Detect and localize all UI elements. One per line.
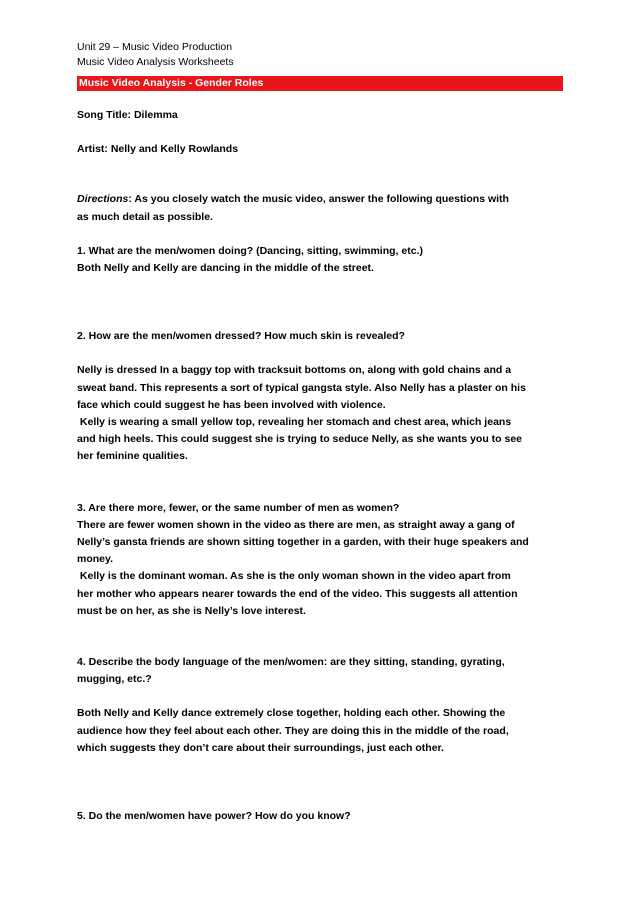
unit-title: Unit 29 – Music Video Production — [77, 41, 233, 53]
answer-2-line: her feminine qualities. — [77, 450, 188, 463]
answer-4-line: which suggests they don’t care about their surroundings, just each other. — [77, 741, 444, 754]
answer-3-line: must be on her, as she is Nelly’s love interest. — [77, 604, 306, 617]
directions-line-1 — [77, 191, 563, 208]
answer-3-line: Kelly is the dominant woman. As she is the only woman shown in the video apart from — [77, 570, 511, 583]
question-4-block — [77, 654, 563, 688]
answer-3-line: her mother who appears nearer towards the end of the video. This suggests all attention — [77, 587, 518, 600]
answer-3-line: money. — [77, 553, 113, 566]
directions-label: Directions — [77, 193, 129, 206]
answer-2-line: Kelly is wearing a small yellow top, revealing her stomach and chest area, which jeans — [77, 416, 512, 429]
question-3: 3. Are there more, fewer, or the same number of men as women? — [77, 501, 400, 514]
song-title: Song Title: Dilemma — [77, 109, 178, 121]
answer-4-line: audience how they feel about each other. They are doing this in the middle of the road, — [77, 724, 509, 737]
answer-1-line: Both Nelly and Kelly are dancing in the middle of the street. — [77, 262, 374, 275]
answer-2-line: Nelly is dressed In a baggy top with tracksuit bottoms on, along with gold chains and a — [77, 364, 512, 377]
artist-line: Artist: Nelly and Kelly Rowlands — [77, 143, 239, 156]
answer-3-line: There are fewer women shown in the video as there are men, as straight away a gang of — [77, 518, 515, 531]
question-1-block — [77, 243, 563, 277]
directions-block — [77, 191, 563, 225]
answer-4-line: Both Nelly and Kelly dance extremely close together, holding each other. Showing the — [77, 707, 506, 720]
answer-4-block — [77, 705, 563, 757]
worksheet-subtitle: Music Video Analysis Worksheets — [77, 56, 234, 68]
question-3-block — [77, 500, 563, 620]
question-4: 4. Describe the body language of the men/women: are they sitting, standing, gyrating, — [77, 656, 505, 669]
question-4: mugging, etc.? — [77, 673, 152, 686]
section-banner: Music Video Analysis - Gender Roles — [77, 76, 563, 91]
question-5: 5. Do the men/women have power? How do you know? — [77, 810, 351, 823]
worksheet-page — [77, 40, 563, 825]
answer-3-line: Nelly’s gansta friends are shown sitting together in a garden, with their huge speakers and — [77, 536, 529, 549]
question-1: 1. What are the men/women doing? (Dancing, sitting, swimming, etc.) — [77, 244, 423, 257]
answer-2-line: and high heels. This could suggest she is trying to seduce Nelly, as she wants you to see — [77, 433, 522, 446]
directions-text: : As you closely watch the music video, answer the following questions with — [128, 193, 509, 206]
question-2: 2. How are the men/women dressed? How much skin is revealed? — [77, 330, 405, 343]
answer-2-line: sweat band. This represents a sort of typical gangsta style. Also Nelly has a plaster on his — [77, 381, 526, 394]
answer-2-line: face which could suggest he has been involved with violence. — [77, 398, 386, 411]
answer-2-block — [77, 362, 563, 465]
directions-line-2: as much detail as possible. — [77, 210, 213, 223]
